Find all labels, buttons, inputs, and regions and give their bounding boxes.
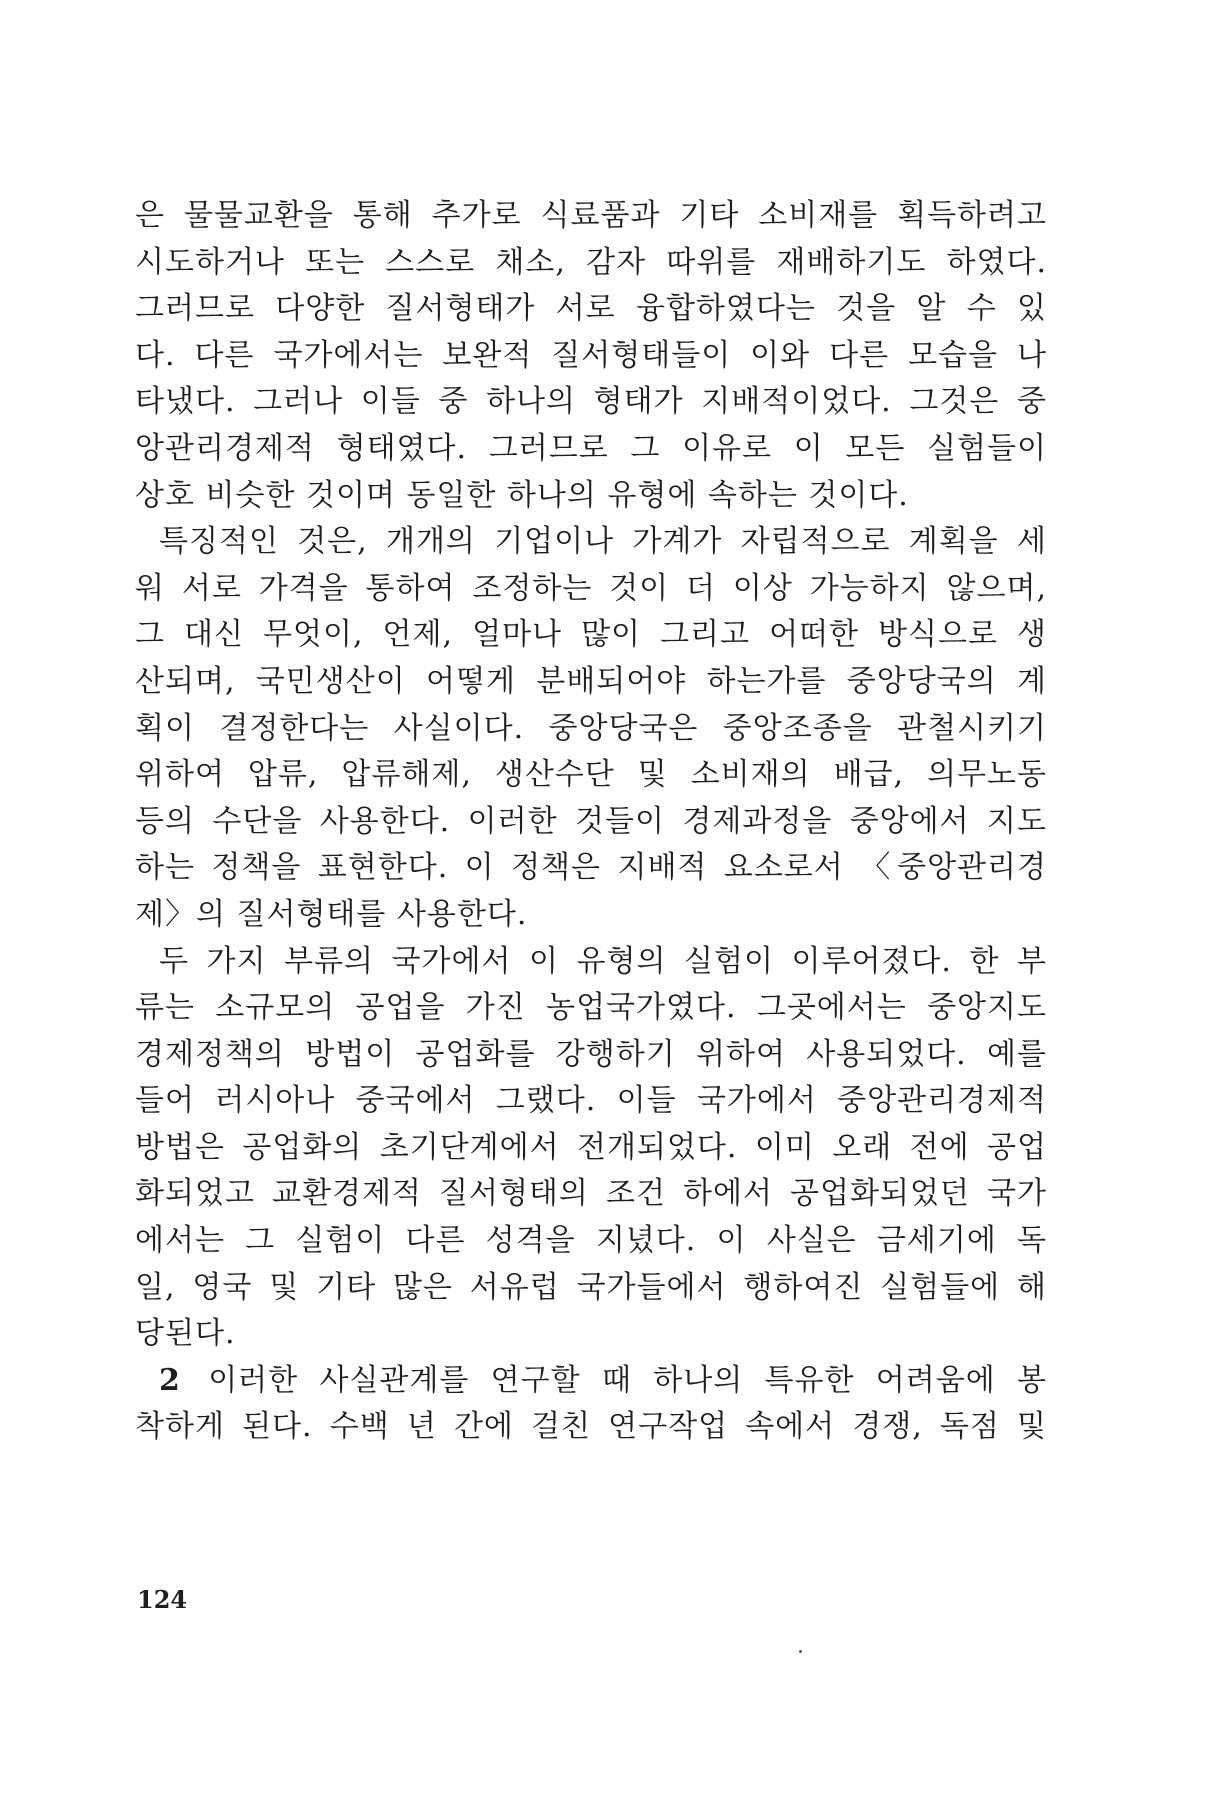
text-line: 등의 수단을 사용한다. 이러한 것들이 경제과정을 중앙에서 지도 xyxy=(135,803,1047,839)
page-number: 124 xyxy=(137,1585,188,1614)
text-line: 시도하거나 또는 스스로 채소, 감자 따위를 재배하기도 하였다. xyxy=(135,244,1047,280)
section-first-line xyxy=(135,1358,1047,1405)
text-line: 은 물물교환을 통해 추가로 식료품과 기타 소비재를 획득하려고 xyxy=(135,198,1047,233)
text-line: 워 서로 가격을 통하여 조정하는 것이 더 이상 가능하지 않으며, xyxy=(135,570,1047,606)
text-line: 들어 러시아나 중국에서 그랬다. 이들 국가에서 중앙관리경제적 xyxy=(135,1083,1047,1119)
text-line: 특징적인 것은, 개개의 기업이나 가계가 자립적으로 계획을 세 xyxy=(159,524,1047,560)
text-line: 위하여 압류, 압류해제, 생산수단 및 소비재의 배급, 의무노동 xyxy=(135,757,1047,793)
text-line: 착하게 된다. 수백 년 간에 걸친 연구작업 속에서 경쟁, 독점 및 xyxy=(135,1409,1047,1445)
text-line: 다. 다른 국가에서는 보완적 질서형태들이 이와 다른 모습을 나 xyxy=(135,337,1047,373)
text-line: 그러므로 다양한 질서형태가 서로 융합하였다는 것을 알 수 있 xyxy=(135,291,1047,327)
text-line: 하는 정책을 표현한다. 이 정책은 지배적 요소로서 〈중앙관리경 xyxy=(135,850,1047,886)
text-line: 타냈다. 그러나 이들 중 하나의 형태가 지배적이었다. 그것은 중 xyxy=(135,384,1047,420)
text-line: 제〉의 질서형태를 사용한다. xyxy=(135,896,528,932)
text-line: 그 대신 무엇이, 언제, 얼마나 많이 그리고 어떠한 방식으로 생 xyxy=(135,617,1047,653)
text-line: 상호 비슷한 것이며 동일한 하나의 유형에 속하는 것이다. xyxy=(135,477,909,513)
section-text: 이러한 사실관계를 연구할 때 하나의 특유한 어려움에 봉 xyxy=(208,1362,1047,1398)
text-line: 산되며, 국민생산이 어떻게 분배되어야 하는가를 중앙당국의 계 xyxy=(135,663,1047,699)
text-line: 획이 결정한다는 사실이다. 중앙당국은 중앙조종을 관철시키기 xyxy=(135,710,1047,746)
text-line: 일, 영국 및 기타 많은 서유럽 국가들에서 행하여진 실험들에 해 xyxy=(135,1269,1047,1305)
text-line: 경제정책의 방법이 공업화를 강행하기 위하여 사용되었다. 예를 xyxy=(135,1036,1047,1072)
text-line: 방법은 공업화의 초기단계에서 전개되었다. 이미 오래 전에 공업 xyxy=(135,1129,1047,1165)
text-line: 화되었고 교환경제적 질서형태의 조건 하에서 공업화되었던 국가 xyxy=(135,1176,1047,1212)
text-line: 당된다. xyxy=(135,1316,236,1352)
text-line: 에서는 그 실험이 다른 성격을 지녔다. 이 사실은 금세기에 독 xyxy=(135,1223,1047,1259)
text-line: 앙관리경제적 형태였다. 그러므로 그 이유로 이 모든 실험들이 xyxy=(135,430,1047,466)
text-line: 두 가지 부류의 국가에서 이 유형의 실험이 이루어졌다. 한 부 xyxy=(159,943,1047,979)
text-line: 류는 소규모의 공업을 가진 농업국가였다. 그곳에서는 중앙지도 xyxy=(135,990,1047,1026)
body-text xyxy=(135,193,1047,1451)
section-number: 2 xyxy=(159,1362,181,1398)
scan-speck xyxy=(799,1650,802,1653)
